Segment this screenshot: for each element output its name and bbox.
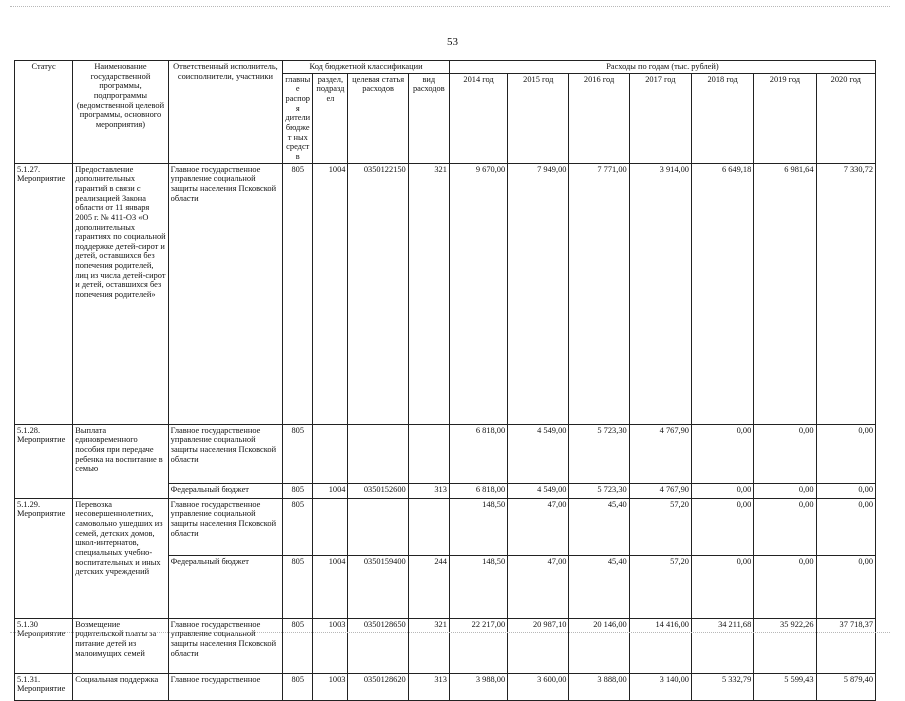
row-status xyxy=(15,424,73,498)
row-code: 5.1.29. xyxy=(17,499,41,509)
header-target-article: целевая статья расходов xyxy=(348,73,408,163)
row-razdel: 1003 xyxy=(313,618,348,673)
row-value-2017: 4 767,90 xyxy=(629,483,691,498)
row-razdel: 1004 xyxy=(313,163,348,424)
header-year-2018: 2018 год xyxy=(691,73,753,163)
row-code: 5.1.31. xyxy=(17,674,41,684)
row-value-2019: 0,00 xyxy=(754,498,816,555)
row-status-label: Мероприятие xyxy=(17,629,66,639)
row-name: Перевозка несовершеннолетних, самовольно ушедших из семей, детских домов, школ-интернатов, специальных учебно-воспитательных и иных детских учреждений xyxy=(73,498,168,618)
row-value-2018: 0,00 xyxy=(691,424,753,483)
row-razdel: 1004 xyxy=(313,555,348,618)
header-year-2017: 2017 год xyxy=(629,73,691,163)
row-grbs: 805 xyxy=(283,618,313,673)
row-value-2015: 47,00 xyxy=(508,555,569,618)
row-expense-type: 321 xyxy=(408,163,449,424)
row-status xyxy=(15,498,73,618)
row-value-2019: 35 922,26 xyxy=(754,618,816,673)
header-razdel: раздел, подраздел xyxy=(313,73,348,163)
header-expense-type: вид расходов xyxy=(408,73,449,163)
row-value-2020: 0,00 xyxy=(816,498,875,555)
header-year-2015: 2015 год xyxy=(508,73,569,163)
row-value-2016: 5 723,30 xyxy=(569,424,629,483)
row-expense-type xyxy=(408,498,449,555)
row-value-2018: 0,00 xyxy=(691,483,753,498)
row-value-2014: 6 818,00 xyxy=(449,483,507,498)
scan-edge-bottom xyxy=(10,632,890,633)
header-year-2016: 2016 год xyxy=(569,73,629,163)
row-value-2020: 0,00 xyxy=(816,483,875,498)
row-executor: Главное государственное управление социальной защиты населения Псковской области xyxy=(168,163,283,424)
header-year-2014: 2014 год xyxy=(449,73,507,163)
row-value-2017: 3 140,00 xyxy=(629,673,691,700)
row-executor: Федеральный бюджет xyxy=(168,483,283,498)
row-grbs: 805 xyxy=(283,483,313,498)
header-year-2020: 2020 год xyxy=(816,73,875,163)
header-year-2019: 2019 год xyxy=(754,73,816,163)
row-value-2016: 3 888,00 xyxy=(569,673,629,700)
header-status: Статус xyxy=(15,61,73,164)
row-value-2015: 7 949,00 xyxy=(508,163,569,424)
row-name: Предоставление дополнительных гарантий в связи с реализацией Закона области от 11 января 2005 г. № 411-ОЗ «О дополнительных гарантиях по социальной поддержке детей-сирот и детей, оставшихся без попечения родителей, лиц из числа детей-сирот и детей, оставшихся без попечения родителей» xyxy=(73,163,168,424)
header-name: Наименование государственной программы, подпрограммы (ведомственной целевой программы, основного мероприятия) xyxy=(73,61,168,164)
row-value-2019: 6 981,64 xyxy=(754,163,816,424)
row-code: 5.1.27. xyxy=(17,164,41,174)
row-code: 5.1.30 xyxy=(17,619,38,629)
row-value-2020: 0,00 xyxy=(816,555,875,618)
row-value-2016: 45,40 xyxy=(569,555,629,618)
row-value-2016: 5 723,30 xyxy=(569,483,629,498)
row-status-label: Мероприятие xyxy=(17,684,66,694)
row-value-2017: 14 416,00 xyxy=(629,618,691,673)
row-expense-type: 313 xyxy=(408,673,449,700)
row-status-label: Мероприятие xyxy=(17,435,66,445)
row-value-2019: 0,00 xyxy=(754,424,816,483)
row-razdel: 1003 xyxy=(313,673,348,700)
row-value-2014: 9 670,00 xyxy=(449,163,507,424)
row-value-2017: 4 767,90 xyxy=(629,424,691,483)
row-target-article: 0350152600 xyxy=(348,483,408,498)
row-value-2016: 7 771,00 xyxy=(569,163,629,424)
row-value-2015: 4 549,00 xyxy=(508,424,569,483)
table-row xyxy=(15,618,876,673)
row-code: 5.1.28. xyxy=(17,425,41,435)
row-executor: Главное государственное управление социальной защиты населения Псковской области xyxy=(168,498,283,555)
row-target-article xyxy=(348,498,408,555)
row-value-2019: 0,00 xyxy=(754,483,816,498)
row-executor: Главное государственное управление социальной защиты населения Псковской области xyxy=(168,618,283,673)
row-status xyxy=(15,163,73,424)
row-razdel xyxy=(313,424,348,483)
row-value-2020: 5 879,40 xyxy=(816,673,875,700)
row-razdel: 1004 xyxy=(313,483,348,498)
row-name: Социальная поддержка xyxy=(73,673,168,700)
row-value-2015: 4 549,00 xyxy=(508,483,569,498)
row-value-2015: 3 600,00 xyxy=(508,673,569,700)
row-grbs: 805 xyxy=(283,498,313,555)
row-executor: Федеральный бюджет xyxy=(168,555,283,618)
row-target-article: 0350159400 xyxy=(348,555,408,618)
table-row xyxy=(15,163,876,424)
row-status xyxy=(15,618,73,673)
table-row xyxy=(15,498,876,555)
row-value-2020: 7 330,72 xyxy=(816,163,875,424)
row-status xyxy=(15,673,73,700)
row-value-2016: 45,40 xyxy=(569,498,629,555)
row-target-article: 0350128650 xyxy=(348,618,408,673)
row-value-2014: 148,50 xyxy=(449,498,507,555)
header-grbs: главные распоря дители бюджет ных средств xyxy=(283,73,313,163)
scan-edge-top xyxy=(10,6,890,7)
row-value-2020: 0,00 xyxy=(816,424,875,483)
row-grbs: 805 xyxy=(283,555,313,618)
row-value-2017: 57,20 xyxy=(629,555,691,618)
row-value-2018: 0,00 xyxy=(691,498,753,555)
row-target-article xyxy=(348,424,408,483)
row-expense-type: 321 xyxy=(408,618,449,673)
row-target-article: 0350122150 xyxy=(348,163,408,424)
row-value-2019: 5 599,43 xyxy=(754,673,816,700)
row-value-2018: 5 332,79 xyxy=(691,673,753,700)
row-value-2018: 0,00 xyxy=(691,555,753,618)
header-row-1 xyxy=(15,61,876,74)
row-expense-type: 244 xyxy=(408,555,449,618)
row-grbs: 805 xyxy=(283,673,313,700)
row-name: Выплата единовременного пособия при передаче ребенка на воспитание в семью xyxy=(73,424,168,498)
budget-table xyxy=(14,60,876,701)
table-row xyxy=(15,673,876,700)
row-value-2018: 6 649,18 xyxy=(691,163,753,424)
table-row xyxy=(15,424,876,483)
row-value-2017: 3 914,00 xyxy=(629,163,691,424)
row-value-2015: 47,00 xyxy=(508,498,569,555)
row-expense-type: 313 xyxy=(408,483,449,498)
row-name: Возмещение родительской платы за питание детей из малоимущих семей xyxy=(73,618,168,673)
row-value-2016: 20 146,00 xyxy=(569,618,629,673)
row-grbs: 805 xyxy=(283,163,313,424)
header-code-group: Код бюджетной классификации xyxy=(283,61,450,74)
page-number: 53 xyxy=(447,36,458,48)
row-value-2014: 3 988,00 xyxy=(449,673,507,700)
row-value-2017: 57,20 xyxy=(629,498,691,555)
row-value-2014: 148,50 xyxy=(449,555,507,618)
row-status-label: Мероприятие xyxy=(17,509,66,519)
row-executor: Главное государственное xyxy=(168,673,283,700)
row-value-2014: 22 217,00 xyxy=(449,618,507,673)
row-expense-type xyxy=(408,424,449,483)
row-value-2018: 34 211,68 xyxy=(691,618,753,673)
row-grbs: 805 xyxy=(283,424,313,483)
row-value-2019: 0,00 xyxy=(754,555,816,618)
row-razdel xyxy=(313,498,348,555)
row-target-article: 0350128620 xyxy=(348,673,408,700)
row-executor: Главное государственное управление социальной защиты населения Псковской области xyxy=(168,424,283,483)
row-value-2020: 37 718,37 xyxy=(816,618,875,673)
budget-body xyxy=(15,163,876,700)
row-status-label: Мероприятие xyxy=(17,174,66,184)
header-expense-group: Расходы по годам (тыс. рублей) xyxy=(449,61,875,74)
row-value-2015: 20 987,10 xyxy=(508,618,569,673)
row-value-2014: 6 818,00 xyxy=(449,424,507,483)
header-executor: Ответственный исполнитель, соисполнители, участники xyxy=(168,61,283,164)
